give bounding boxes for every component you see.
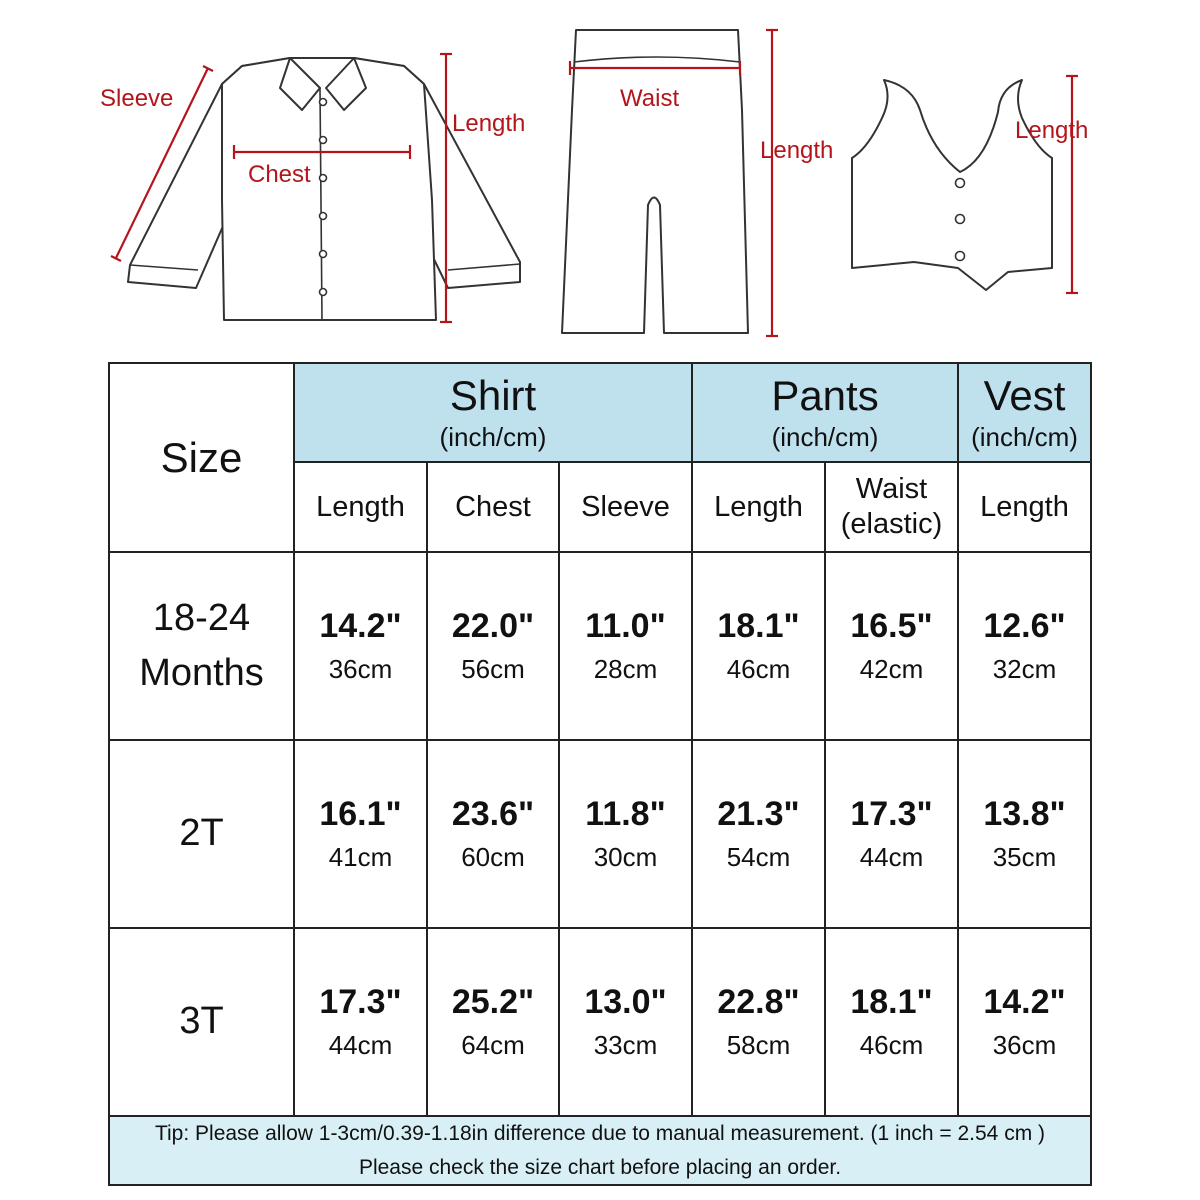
inch-value: 16.1" xyxy=(319,795,402,833)
cm-value: 28cm xyxy=(593,654,658,684)
size-label-cell xyxy=(109,552,294,740)
vest-diagram xyxy=(852,76,1088,293)
vest-button xyxy=(956,252,965,261)
shirt-sleeve-header: Sleeve xyxy=(559,462,692,552)
vest-group-name: Vest xyxy=(983,371,1066,419)
pants-waist-cell xyxy=(825,740,958,928)
cm-value: 46cm xyxy=(859,1030,924,1060)
shirt-chest-header: Chest xyxy=(427,462,559,552)
inch-value: 18.1" xyxy=(850,983,933,1021)
pants-length-header: Length xyxy=(692,462,825,552)
inch-value: 16.5" xyxy=(850,607,933,645)
pants-length-label: Length xyxy=(760,137,834,164)
pants-outline xyxy=(562,30,748,333)
pants-waist-label: Waist xyxy=(620,85,680,112)
size-label: 2T xyxy=(179,812,224,855)
cm-value: 32cm xyxy=(992,654,1057,684)
shirt-body xyxy=(222,58,436,320)
tip-row xyxy=(109,1116,1091,1185)
shirt-button xyxy=(320,175,327,182)
garment-diagrams xyxy=(0,0,1200,350)
shirt-length-cell xyxy=(294,928,427,1116)
vest-group-unit: (inch/cm) xyxy=(971,421,1078,452)
cm-value: 64cm xyxy=(461,1030,525,1060)
cm-value: 46cm xyxy=(726,654,791,684)
cm-value: 60cm xyxy=(461,842,525,872)
cm-value: 30cm xyxy=(593,842,658,872)
shirt-group-header xyxy=(294,363,692,462)
shirt-button xyxy=(320,251,327,258)
shirt-length-cell xyxy=(294,740,427,928)
inch-value: 21.3" xyxy=(717,795,800,833)
inch-value: 22.8" xyxy=(717,983,800,1021)
cm-value: 56cm xyxy=(461,654,525,684)
inch-value: 17.3" xyxy=(850,795,933,833)
shirt-sleeve-cell xyxy=(559,552,692,740)
shirt-button xyxy=(320,213,327,220)
pants-group-name: Pants xyxy=(771,371,879,419)
shirt-chest-cell xyxy=(427,928,559,1116)
pants-waist-cell xyxy=(825,928,958,1116)
shirt-group-name: Shirt xyxy=(449,371,537,419)
shirt-chest-cell xyxy=(427,740,559,928)
inch-value: 23.6" xyxy=(451,795,535,833)
cm-value: 41cm xyxy=(328,842,393,872)
group-header-row xyxy=(109,363,1091,462)
pants-waist-header-line1: Waist xyxy=(855,473,928,506)
inch-value: 13.8" xyxy=(983,795,1066,833)
cm-value: 36cm xyxy=(992,1030,1057,1060)
pants-group-header xyxy=(692,363,958,462)
pants-waist-cell xyxy=(825,552,958,740)
inch-value: 14.2" xyxy=(983,983,1066,1021)
size-label: Months xyxy=(139,652,264,694)
inch-value: 11.8" xyxy=(585,795,666,833)
cm-value: 36cm xyxy=(328,654,393,684)
cm-value: 58cm xyxy=(726,1030,791,1060)
vest-button xyxy=(956,215,965,224)
inch-value: 11.0" xyxy=(585,607,666,645)
table-row xyxy=(109,740,1091,928)
size-label: 18-24 xyxy=(152,596,251,639)
tip-note xyxy=(109,1116,1091,1185)
inch-value: 17.3" xyxy=(319,983,402,1021)
shirt-button xyxy=(320,137,327,144)
vest-button xyxy=(956,179,965,188)
cm-value: 33cm xyxy=(593,1030,658,1060)
cm-value: 54cm xyxy=(726,842,791,872)
vest-length-cell xyxy=(958,740,1091,928)
pants-length-cell xyxy=(692,928,825,1116)
size-label-cell xyxy=(109,740,294,928)
size-label: 3T xyxy=(179,1000,224,1043)
shirt-group-unit: (inch/cm) xyxy=(439,421,547,452)
tip-line-2: Please check the size chart before placing an order. xyxy=(358,1155,842,1179)
cm-value: 42cm xyxy=(859,654,924,684)
shirt-chest-cell xyxy=(427,552,559,740)
shirt-sleeve-cell xyxy=(559,740,692,928)
tip-line-1: Tip: Please allow 1-3cm/0.39-1.18in difference due to manual measurement. (1 inch = 2.54 cm ) xyxy=(154,1122,1046,1145)
table-row xyxy=(109,552,1091,740)
pants-diagram xyxy=(562,30,833,336)
shirt-sleeve-label: Sleeve xyxy=(100,85,174,112)
vest-outline xyxy=(852,80,1052,290)
vest-length-label: Length xyxy=(1015,117,1089,144)
cm-value: 35cm xyxy=(992,842,1057,872)
shirt-length-label: Length xyxy=(452,110,526,137)
shirt-button xyxy=(320,289,327,296)
inch-value: 18.1" xyxy=(717,607,800,645)
vest-length-cell xyxy=(958,928,1091,1116)
pants-length-cell xyxy=(692,740,825,928)
shirt-button xyxy=(320,99,327,106)
vest-length-header: Length xyxy=(958,462,1091,552)
cm-value: 44cm xyxy=(859,842,924,872)
table-row xyxy=(109,928,1091,1116)
size-header: Size xyxy=(109,363,294,552)
shirt-sleeve-cell xyxy=(559,928,692,1116)
pants-length-cell xyxy=(692,552,825,740)
size-label-cell xyxy=(109,928,294,1116)
inch-value: 25.2" xyxy=(451,983,535,1021)
cm-value: 44cm xyxy=(328,1030,393,1060)
inch-value: 22.0" xyxy=(451,607,535,645)
shirt-diagram xyxy=(100,54,525,322)
pants-waist-header-line2: (elastic) xyxy=(840,508,943,540)
pants-group-unit: (inch/cm) xyxy=(771,421,879,452)
table-body xyxy=(109,552,1091,1116)
size-chart-table xyxy=(108,362,1092,1186)
shirt-chest-label: Chest xyxy=(248,161,311,188)
inch-value: 14.2" xyxy=(319,607,402,645)
inch-value: 12.6" xyxy=(983,607,1066,645)
inch-value: 13.0" xyxy=(584,983,667,1021)
pants-waist-header xyxy=(825,462,958,552)
shirt-length-cell xyxy=(294,552,427,740)
vest-length-cell xyxy=(958,552,1091,740)
vest-group-header xyxy=(958,363,1091,462)
shirt-length-header: Length xyxy=(294,462,427,552)
